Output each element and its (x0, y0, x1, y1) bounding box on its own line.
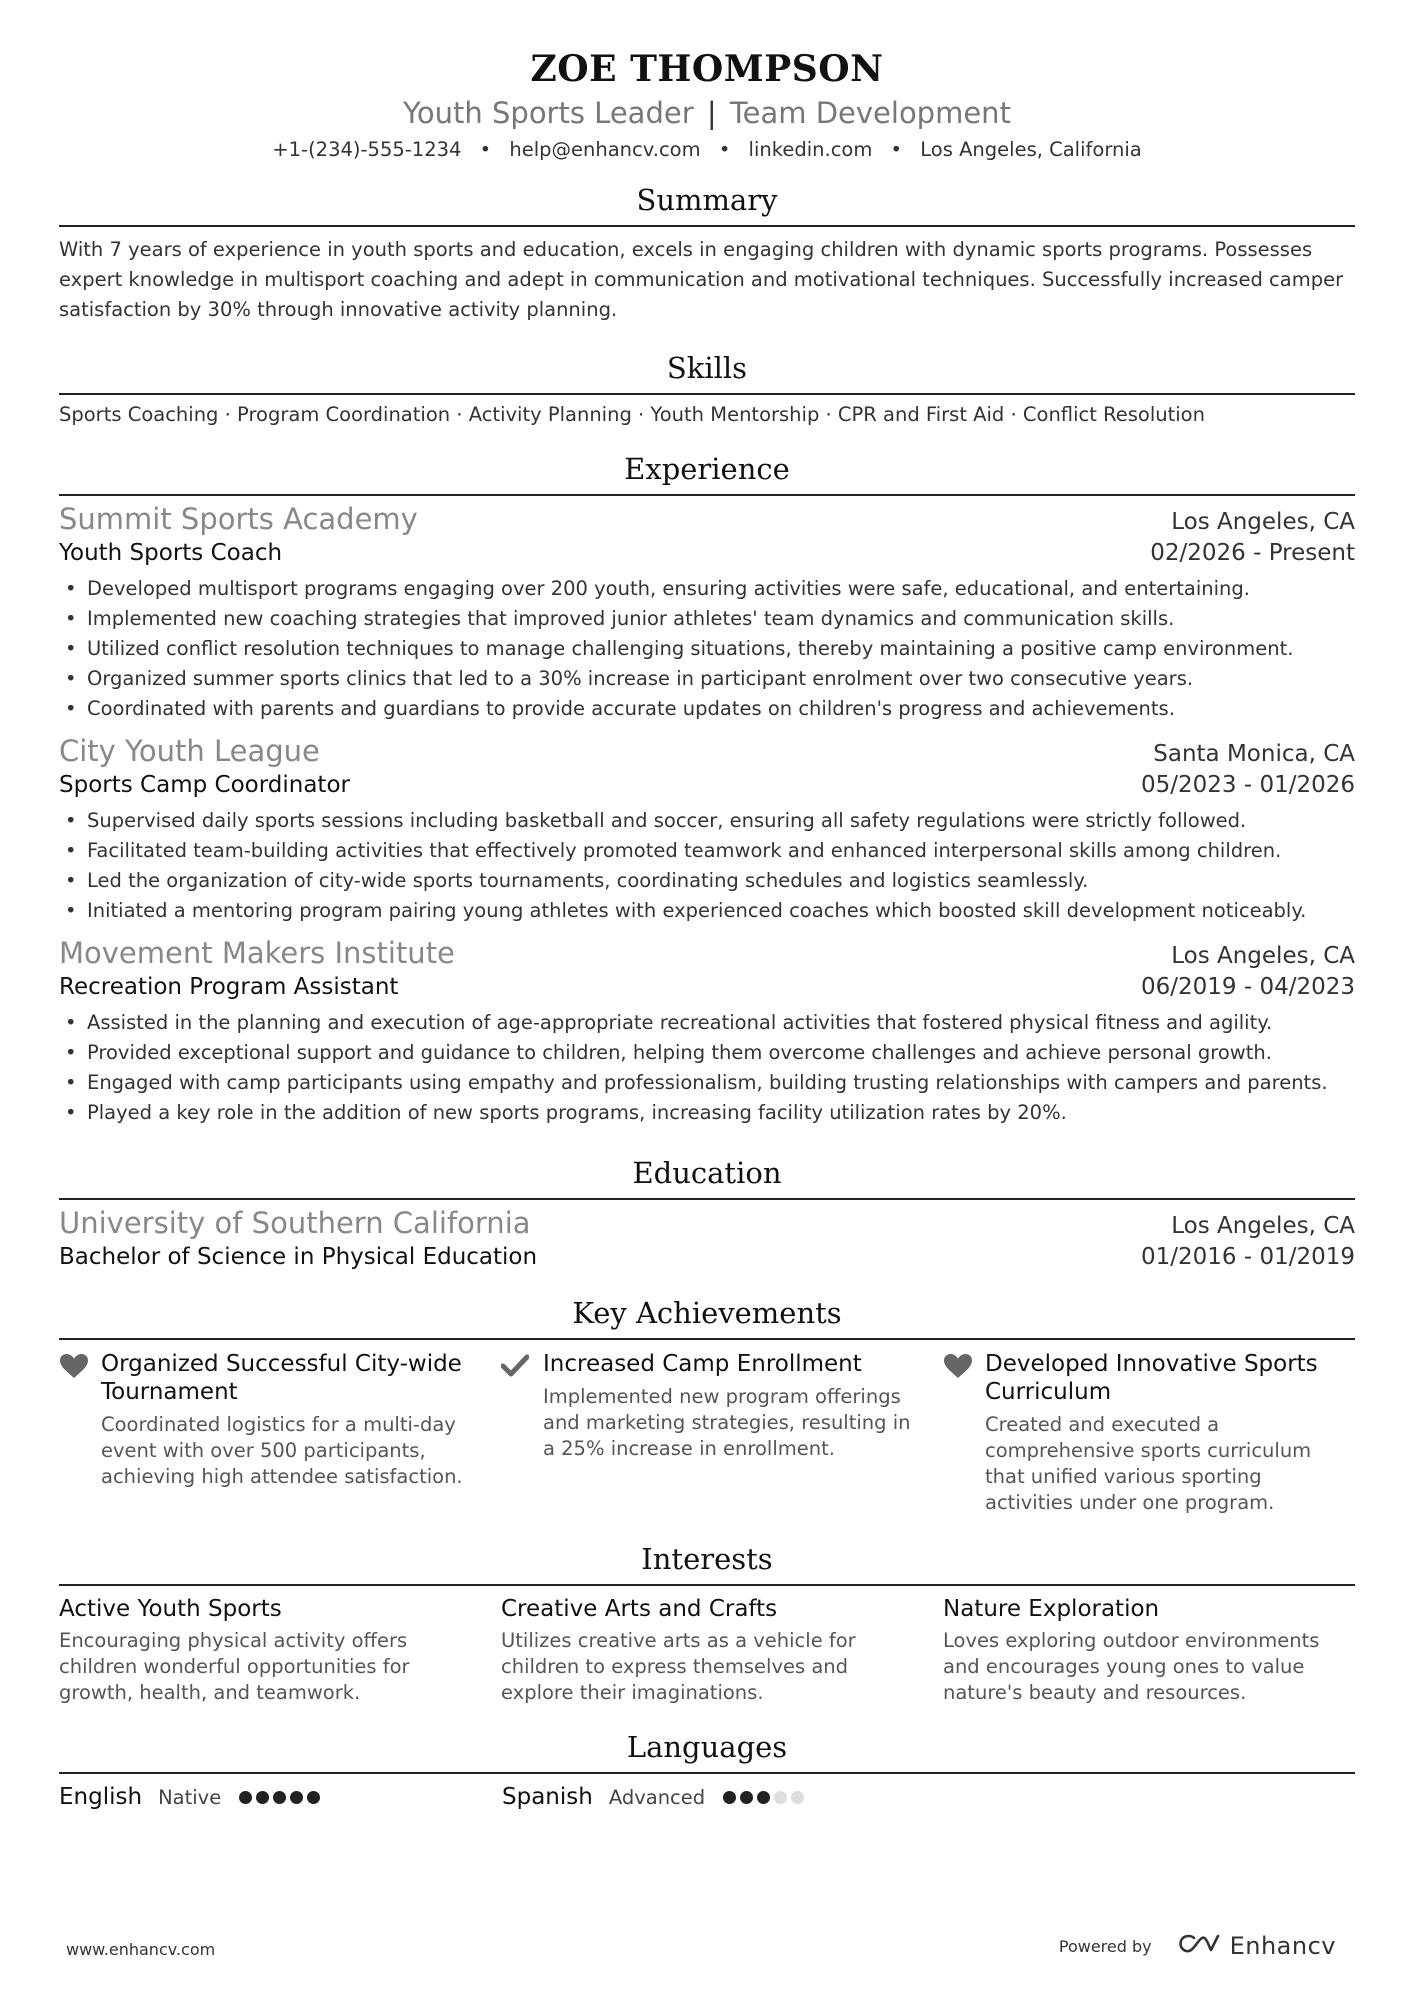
experience-entry (59, 502, 1355, 724)
section-title-skills: Skills (59, 351, 1355, 395)
education-section (59, 1156, 1355, 1270)
experience-entry (59, 936, 1355, 1128)
footer-website[interactable]: www.enhancv.com (66, 1940, 216, 1959)
experience-section (59, 452, 1355, 1128)
job-location: Los Angeles, CA (1171, 943, 1355, 969)
degree-name: Bachelor of Science in Physical Education (59, 1244, 538, 1270)
achievement-item (59, 1350, 471, 1516)
interest-title: Active Youth Sports (59, 1596, 282, 1622)
job-bullet: • Provided exceptional support and guidance to children, helping them overcome challenges and achieve personal growth. (59, 1038, 1355, 1068)
headline-separator: | (706, 96, 717, 130)
interest-item (501, 1596, 913, 1706)
job-title: Recreation Program Assistant (59, 974, 399, 1000)
rating-dot-filled (256, 1791, 269, 1804)
job-bullet: • Facilitated team-building activities that effectively promoted teamwork and enhanced interpersonal skills among children. (59, 836, 1355, 866)
section-title-languages: Languages (59, 1730, 1355, 1774)
section-title-summary: Summary (59, 183, 1355, 227)
job-dates: 06/2019 - 04/2023 (1140, 974, 1355, 1000)
interest-desc: Utilizes creative arts as a vehicle for children to express themselves and explore their imaginations. (501, 1629, 856, 1704)
section-title-education: Education (59, 1156, 1355, 1200)
contact-line (59, 138, 1355, 161)
job-location: Los Angeles, CA (1171, 509, 1355, 535)
resume-page (59, 48, 1355, 1810)
contact-linkedin[interactable]: linkedin.com (748, 138, 873, 161)
job-bullet: • Coordinated with parents and guardians to provide accurate updates on children's progress and achievements. (59, 694, 1355, 724)
job-location: Santa Monica, CA (1153, 741, 1355, 767)
checkmark-icon (501, 1350, 543, 1516)
job-bullet: • Assisted in the planning and execution of age-appropriate recreational activities that fostered physical fitness and agility. (59, 1008, 1355, 1038)
interest-desc: Encouraging physical activity offers children wonderful opportunities for growth, health, and teamwork. (59, 1629, 410, 1704)
summary-text: With 7 years of experience in youth sports and education, excels in engaging children with dynamic sports programs. Possesses expert knowledge in multisport coaching and adept in communication and motivational techniques. Successfully increased camper satisfaction by 30% through innovative activity planning. (59, 238, 1344, 321)
headline (59, 96, 1355, 130)
achievement-item (943, 1350, 1355, 1516)
achievement-item (501, 1350, 913, 1516)
resume-header (59, 48, 1355, 161)
achievement-desc: Implemented new program offerings and marketing strategies, resulting in a 25% increase in enrollment. (543, 1385, 911, 1460)
achievement-desc: Coordinated logistics for a multi-day event with over 500 participants, achieving high attendee satisfaction. (101, 1413, 463, 1488)
job-title: Sports Camp Coordinator (59, 772, 350, 798)
achievement-desc: Created and executed a comprehensive sports curriculum that unified various sporting activities under one program. (985, 1413, 1312, 1514)
job-bullets (59, 574, 1355, 724)
contact-separator: • (890, 138, 903, 161)
job-bullet: • Organized summer sports clinics that led to a 30% increase in participant enrolment over two consecutive years. (59, 664, 1355, 694)
job-bullets (59, 806, 1355, 926)
interest-item (59, 1596, 471, 1706)
skills-list: Sports Coaching · Program Coordination · Activity Planning · Youth Mentorship · CPR and First Aid · Conflict Resolution (59, 403, 1205, 426)
achievement-title: Developed Innovative Sports Curriculum (985, 1351, 1318, 1405)
company-name: Summit Sports Academy (59, 502, 418, 536)
education-dates: 01/2016 - 01/2019 (1140, 1244, 1355, 1270)
language-level: Native (158, 1786, 222, 1809)
candidate-name: ZOE THOMPSON (530, 48, 884, 90)
summary-section (59, 183, 1355, 325)
section-title-interests: Interests (59, 1542, 1355, 1586)
contact-email[interactable]: help@enhancv.com (509, 138, 701, 161)
job-title: Youth Sports Coach (59, 540, 283, 566)
rating-dot-empty (791, 1791, 804, 1804)
headline-title: Youth Sports Leader (403, 96, 694, 130)
interest-title: Creative Arts and Crafts (501, 1596, 778, 1622)
language-name: English (59, 1784, 143, 1810)
interest-item (943, 1596, 1355, 1706)
footer-branding (1059, 1932, 1336, 1960)
job-bullet: • Led the organization of city-wide sports tournaments, coordinating schedules and logistics seamlessly. (59, 866, 1355, 896)
enhancv-logo-icon (1178, 1932, 1222, 1960)
contact-separator: • (718, 138, 731, 161)
job-bullet: • Supervised daily sports sessions including basketball and soccer, ensuring all safety regulations were strictly followed. (59, 806, 1355, 836)
rating-dot-empty (774, 1791, 787, 1804)
rating-dot-filled (307, 1791, 320, 1804)
language-name: Spanish (502, 1784, 593, 1810)
powered-by-label: Powered by (1058, 1936, 1152, 1956)
rating-dot-filled (290, 1791, 303, 1804)
job-bullet: • Initiated a mentoring program pairing young athletes with experienced coaches which boosted skill development noticeably. (59, 896, 1355, 926)
company-name: City Youth League (59, 734, 320, 768)
brand-name[interactable]: Enhancv (1229, 1932, 1336, 1960)
job-bullet: • Implemented new coaching strategies that improved junior athletes' team dynamics and communication skills. (59, 604, 1355, 634)
contact-separator: • (479, 138, 492, 161)
job-bullet: • Utilized conflict resolution techniques to manage challenging situations, thereby maintaining a positive camp environment. (59, 634, 1355, 664)
experience-entry (59, 734, 1355, 926)
language-rating (239, 1791, 320, 1804)
rating-dot-filled (740, 1791, 753, 1804)
achievements-section (59, 1296, 1355, 1516)
contact-phone[interactable]: +1-(234)-555-1234 (272, 138, 462, 161)
language-item (502, 1784, 945, 1810)
interests-section (59, 1542, 1355, 1706)
rating-dot-filled (273, 1791, 286, 1804)
language-level: Advanced (608, 1786, 706, 1809)
rating-dot-filled (239, 1791, 252, 1804)
company-name: Movement Makers Institute (59, 936, 455, 970)
language-rating (723, 1791, 804, 1804)
heart-icon (943, 1350, 985, 1516)
interest-desc: Loves exploring outdoor environments and encourages young ones to value nature's beauty and resources. (943, 1629, 1320, 1704)
job-bullet: • Engaged with camp participants using empathy and professionalism, building trusting relationships with campers and parents. (59, 1068, 1355, 1098)
school-location: Los Angeles, CA (1171, 1213, 1355, 1239)
language-item (59, 1784, 502, 1810)
job-dates: 05/2023 - 01/2026 (1140, 772, 1355, 798)
job-dates: 02/2026 - Present (1150, 540, 1355, 566)
contact-location: Los Angeles, California (920, 138, 1142, 161)
section-title-achievements: Key Achievements (59, 1296, 1355, 1340)
rating-dot-filled (757, 1791, 770, 1804)
rating-dot-filled (723, 1791, 736, 1804)
school-name: University of Southern California (59, 1206, 531, 1240)
job-bullets (59, 1008, 1355, 1128)
headline-subtitle: Team Development (729, 96, 1011, 130)
interest-title: Nature Exploration (943, 1596, 1160, 1622)
job-bullet: • Developed multisport programs engaging over 200 youth, ensuring activities were safe, educational, and entertaining. (59, 574, 1355, 604)
achievement-title: Organized Successful City-wide Tournament (101, 1351, 462, 1405)
section-title-experience: Experience (59, 452, 1355, 496)
achievement-title: Increased Camp Enrollment (543, 1351, 862, 1377)
skills-section (59, 351, 1355, 426)
job-bullet: • Played a key role in the addition of new sports programs, increasing facility utilization rates by 20%. (59, 1098, 1355, 1128)
languages-section (59, 1730, 1355, 1810)
heart-icon (59, 1350, 101, 1516)
